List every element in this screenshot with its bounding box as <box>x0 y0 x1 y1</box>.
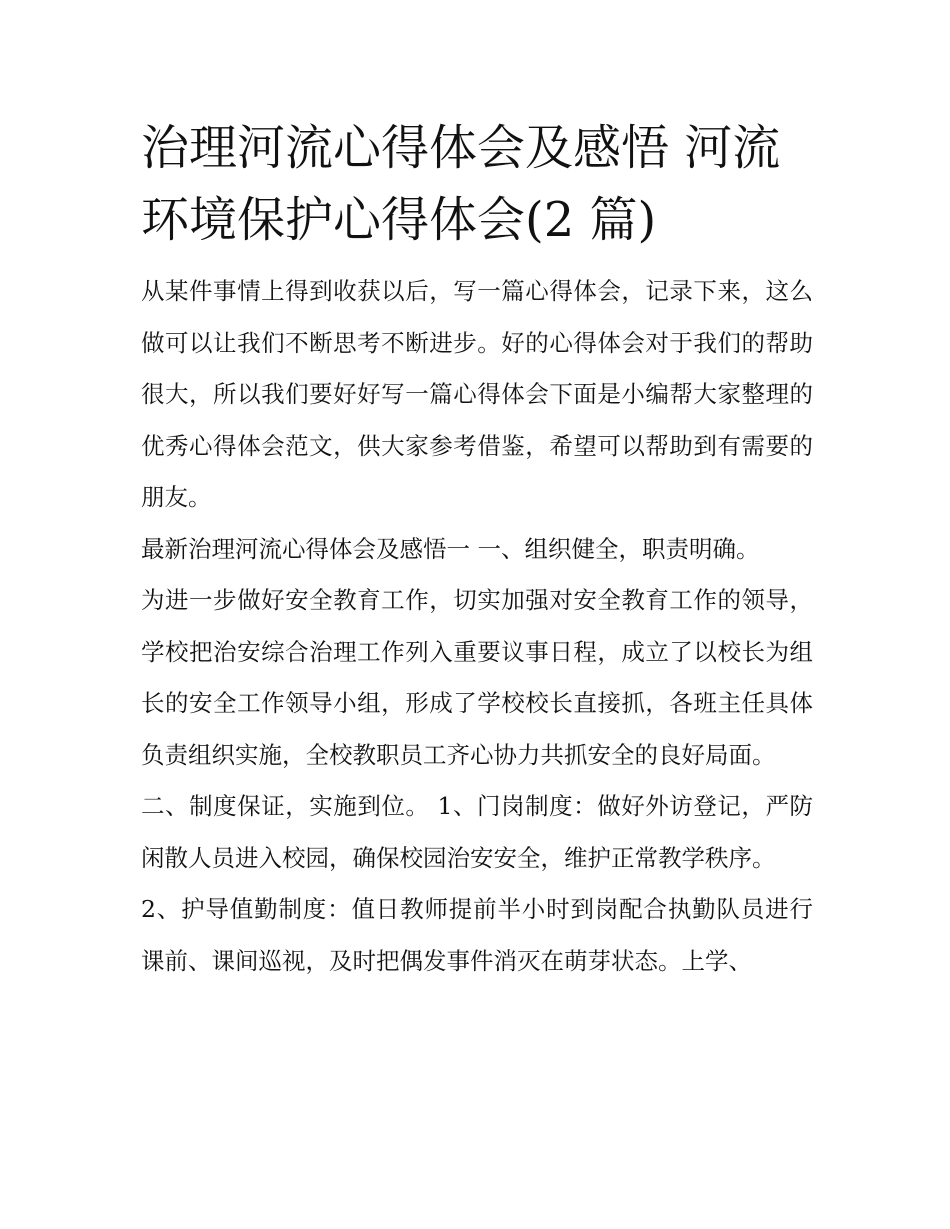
title-line-2: 环境保护心得体会(2 篇) <box>141 192 657 248</box>
paragraph-section-heading: 最新治理河流心得体会及感悟一 一、组织健全，职责明确。 <box>141 534 760 563</box>
paragraph-system-guarantee: 二、制度保证，实施到位。 1、门岗制度：做好外访登记，严防闲散人员进入校园，确保校园治安安全，维护正常教学秩序。 <box>141 792 813 872</box>
paragraph-organization: 为进一步做好安全教育工作，切实加强对安全教育工作的领导，学校把治安综合治理工作列入重要议事日程，成立了以校长为组长的安全工作领导小组，形成了学校校长直接抓，各班主任具体负责组织实施，全校教职员工齐心协力共抓安全的良好局面。 <box>141 586 813 769</box>
paragraph-duty-system: 2、护导值勤制度：值日教师提前半小时到岗配合执勤队员进行课前、课间巡视，及时把偶发事件消灭在萌芽状态。上学、 <box>141 895 813 975</box>
document-page <box>141 112 813 987</box>
paragraph-intro: 从某件事情上得到收获以后，写一篇心得体会，记录下来，这么做可以让我们不断思考不断进步。好的心得体会对于我们的帮助很大，所以我们要好好写一篇心得体会下面是小编帮大家整理的优秀心得体会范文，供大家参考借鉴，希望可以帮助到有需要的朋友。 <box>141 277 813 511</box>
document-title <box>141 112 813 256</box>
title-line-1: 治理河流心得体会及感悟 河流 <box>141 120 781 176</box>
